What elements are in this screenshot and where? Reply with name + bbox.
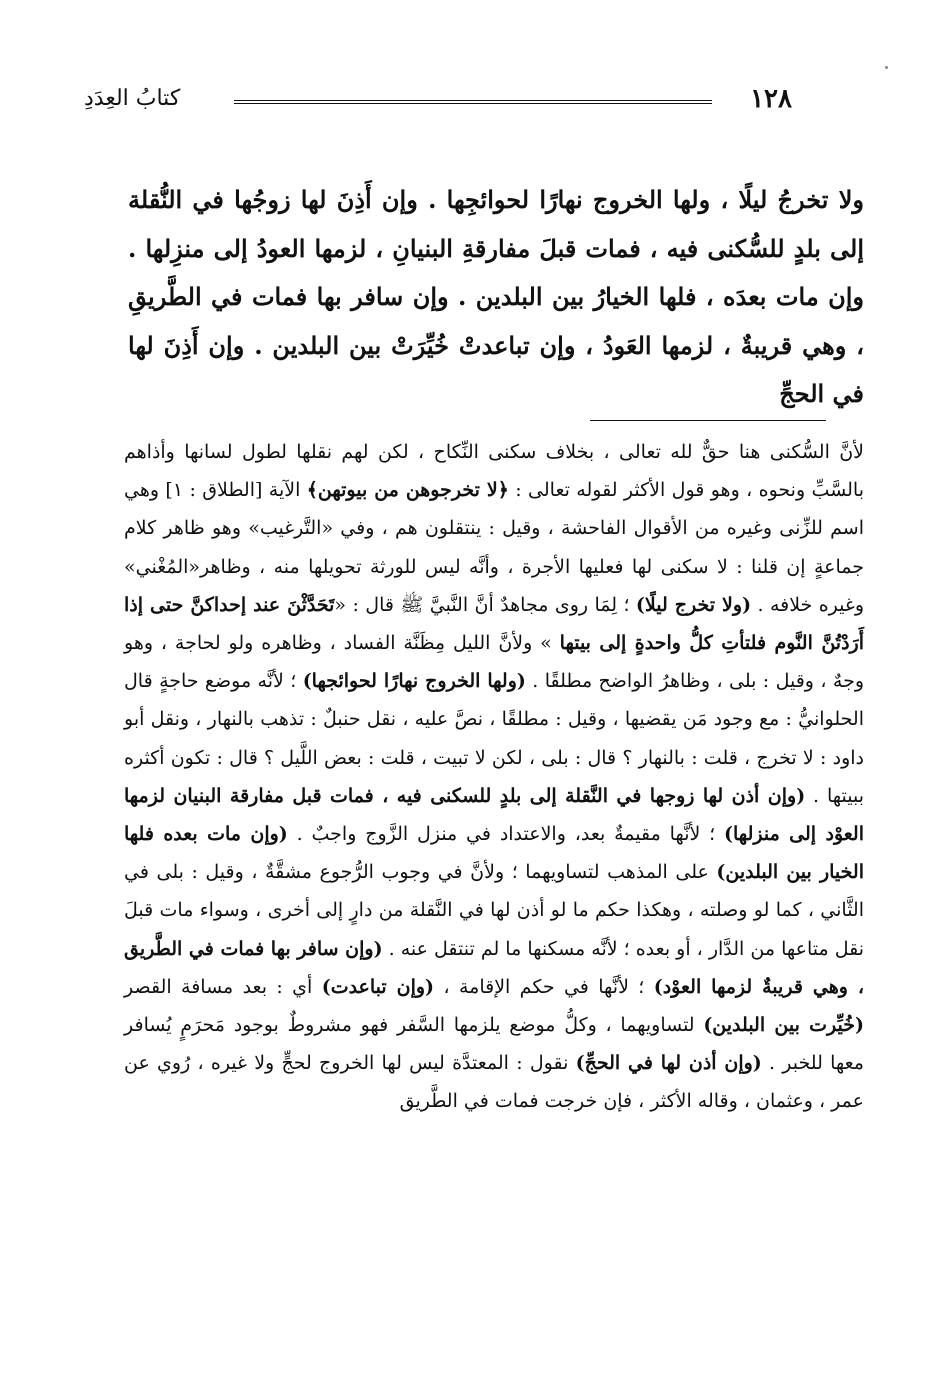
commentary-segment: ؛ لأنَّه موضع حاجةٍ قال الحلوانيُّ : مع وجود مَن يقضيها ، وقيل : مطلقًا ، نصَّ عليه ، نقل حنبلٌ : تذهب بالنهار ، ونقل أبو داود : لا تخرج ، قلت : بالنهار ؟ قال : بلى ، لكن لا تبيت ، قلت : بعض اللَّيل ؟ قال : تكون أكثره ببيتها . (124, 670, 864, 807)
quoted-matn-segment: (خُيِّرت بين البلدين) (703, 1014, 865, 1037)
running-header (84, 82, 800, 122)
commentary-segment: أي : بعد مسافة القصر (124, 975, 322, 998)
commentary-segment: لأنَّ السُّكنى هنا حقٌّ لله تعالى ، بخلاف سكنى النِّكاح ، لكن لهم نقلها لطول لسانها وأذاهم بالسَّبِّ ونحوه ، وهو قول الأكثر لقوله تعالى : (124, 441, 865, 502)
commentary-segment: » ولأنَّ الليل مِظَنَّة الفساد ، وظاهره ولو لحاجة ، وهو وجهٌ ، وقيل : بلى ، وظاهرُ الواضح مطلقًا . (124, 632, 864, 693)
quoted-matn-segment: تَحَدَّثْنَ عند إحداكنَّ حتى إذا أَرَدْتُنَّ النَّوم فلتأتِ كلُّ واحدةٍ إلى بيتها (124, 593, 864, 655)
commentary-segment: الآية [الطلاق : ١] وهي اسم للزِّنى وغيره من الأقوال الفاحشة ، وقيل : ينتقلون هم ، وفي «التَّرغيب» وهو ظاهر كلام جماعةٍ إن قلنا : لا سكنى لها فعليها الأجرة ، وأنَّه ليس للورثة تحويلها منه ، وظاهر«المُغْني» وغيره خلافه . (124, 479, 864, 616)
page-number: ١٢٨ (750, 84, 792, 114)
commentary-segment: على المذهب لتساويهما ؛ ولأنَّ في وجوب الرُّجوع مشقَّةٌ ، وقيل : بلى في الثَّاني ، كما لو وصلته ، وهكذا حكم ما لو أذن لها في النَّقلة من دارٍ إلى أخرى ، وسواء مات قبلَ نقل متاعها من الدَّار ، أو بعده ؛ لأنَّه مسكنها ما لم تنتقل عنه . (124, 861, 865, 960)
commentary-segment: ؛ لأنَّها في حكم الإقامة ، (434, 975, 654, 998)
quoted-matn-segment: (وإن مات بعده فلها الخيار بين البلدين) (124, 823, 864, 884)
commentary-segment: لتساويهما ، وكلُّ موضع يلزمها السَّفر فهو مشروطٌ بوجود مَحرَمٍ يُسافر معها للخبر . (124, 1014, 864, 1075)
quoted-matn-segment: (وإن أذن لها زوجها في النَّقلة إلى بلدٍ للسكنى فيه ، فمات قبل مفارقة البنيان لزمها العوْد إلى منزلها) (124, 784, 864, 846)
quoted-matn-segment: (وإن تباعدت) (321, 975, 435, 998)
commentary-segment: نقول : المعتدَّة ليس لها الخروج لحجٍّ ولا غيره ، رُوي عن عمر ، وعثمان ، وقاله الأكثر ، فإن خرجت فمات في الطَّريق (124, 1052, 864, 1113)
commentary-separator (590, 420, 826, 421)
header-rule (234, 100, 712, 104)
quoted-matn-segment: (ولا تخرج ليلًا) (635, 593, 752, 616)
commentary-text (124, 433, 864, 1121)
commentary-segment: ؛ لأنَّها مقيمةٌ بعد، والاعتداد في منزل الزَّوج واجبٌ . (287, 823, 725, 846)
scan-speck (885, 66, 888, 69)
main-text: ولا تخرجُ ليلًا ، ولها الخروج نهارًا لحوائجِها . وإن أَذِنَ لها زوجُها في النُّقلة إلى بلدٍ للسُّكنى فيه ، فمات قبلَ مفارقةِ البنيانِ ، لزمها العودُ إلى منزِلها . وإن مات بعدَه ، فلها الخيارُ بين البلدين . وإن سافر بها فمات في الطَّريقِ ، وهي قريبةٌ ، لزمها العَودُ ، وإن تباعدتْ خُيِّرَتْ بين البلدين . وإن أَذِنَ لها في الحجِّ (128, 185, 864, 408)
book-title: كتابُ العِدَدِ (84, 86, 181, 111)
quoted-matn-segment: (وإن أذن لها في الحجِّ) (575, 1052, 762, 1075)
quoted-matn-segment: (وإن سافر بها فمات في الطَّريق ، وهي قريبةٌ لزمها العوْد) (124, 937, 864, 998)
quoted-matn-segment: (ولها الخروج نهارًا لحوائجها) (302, 670, 526, 693)
quoted-matn-segment: ﴿لا تخرجوهن من بيوتهن﴾ (306, 479, 509, 502)
commentary-segment: ؛ لِمَا روى مجاهدٌ أنَّ النَّبيَّ ﷺ قال : « (334, 593, 636, 616)
